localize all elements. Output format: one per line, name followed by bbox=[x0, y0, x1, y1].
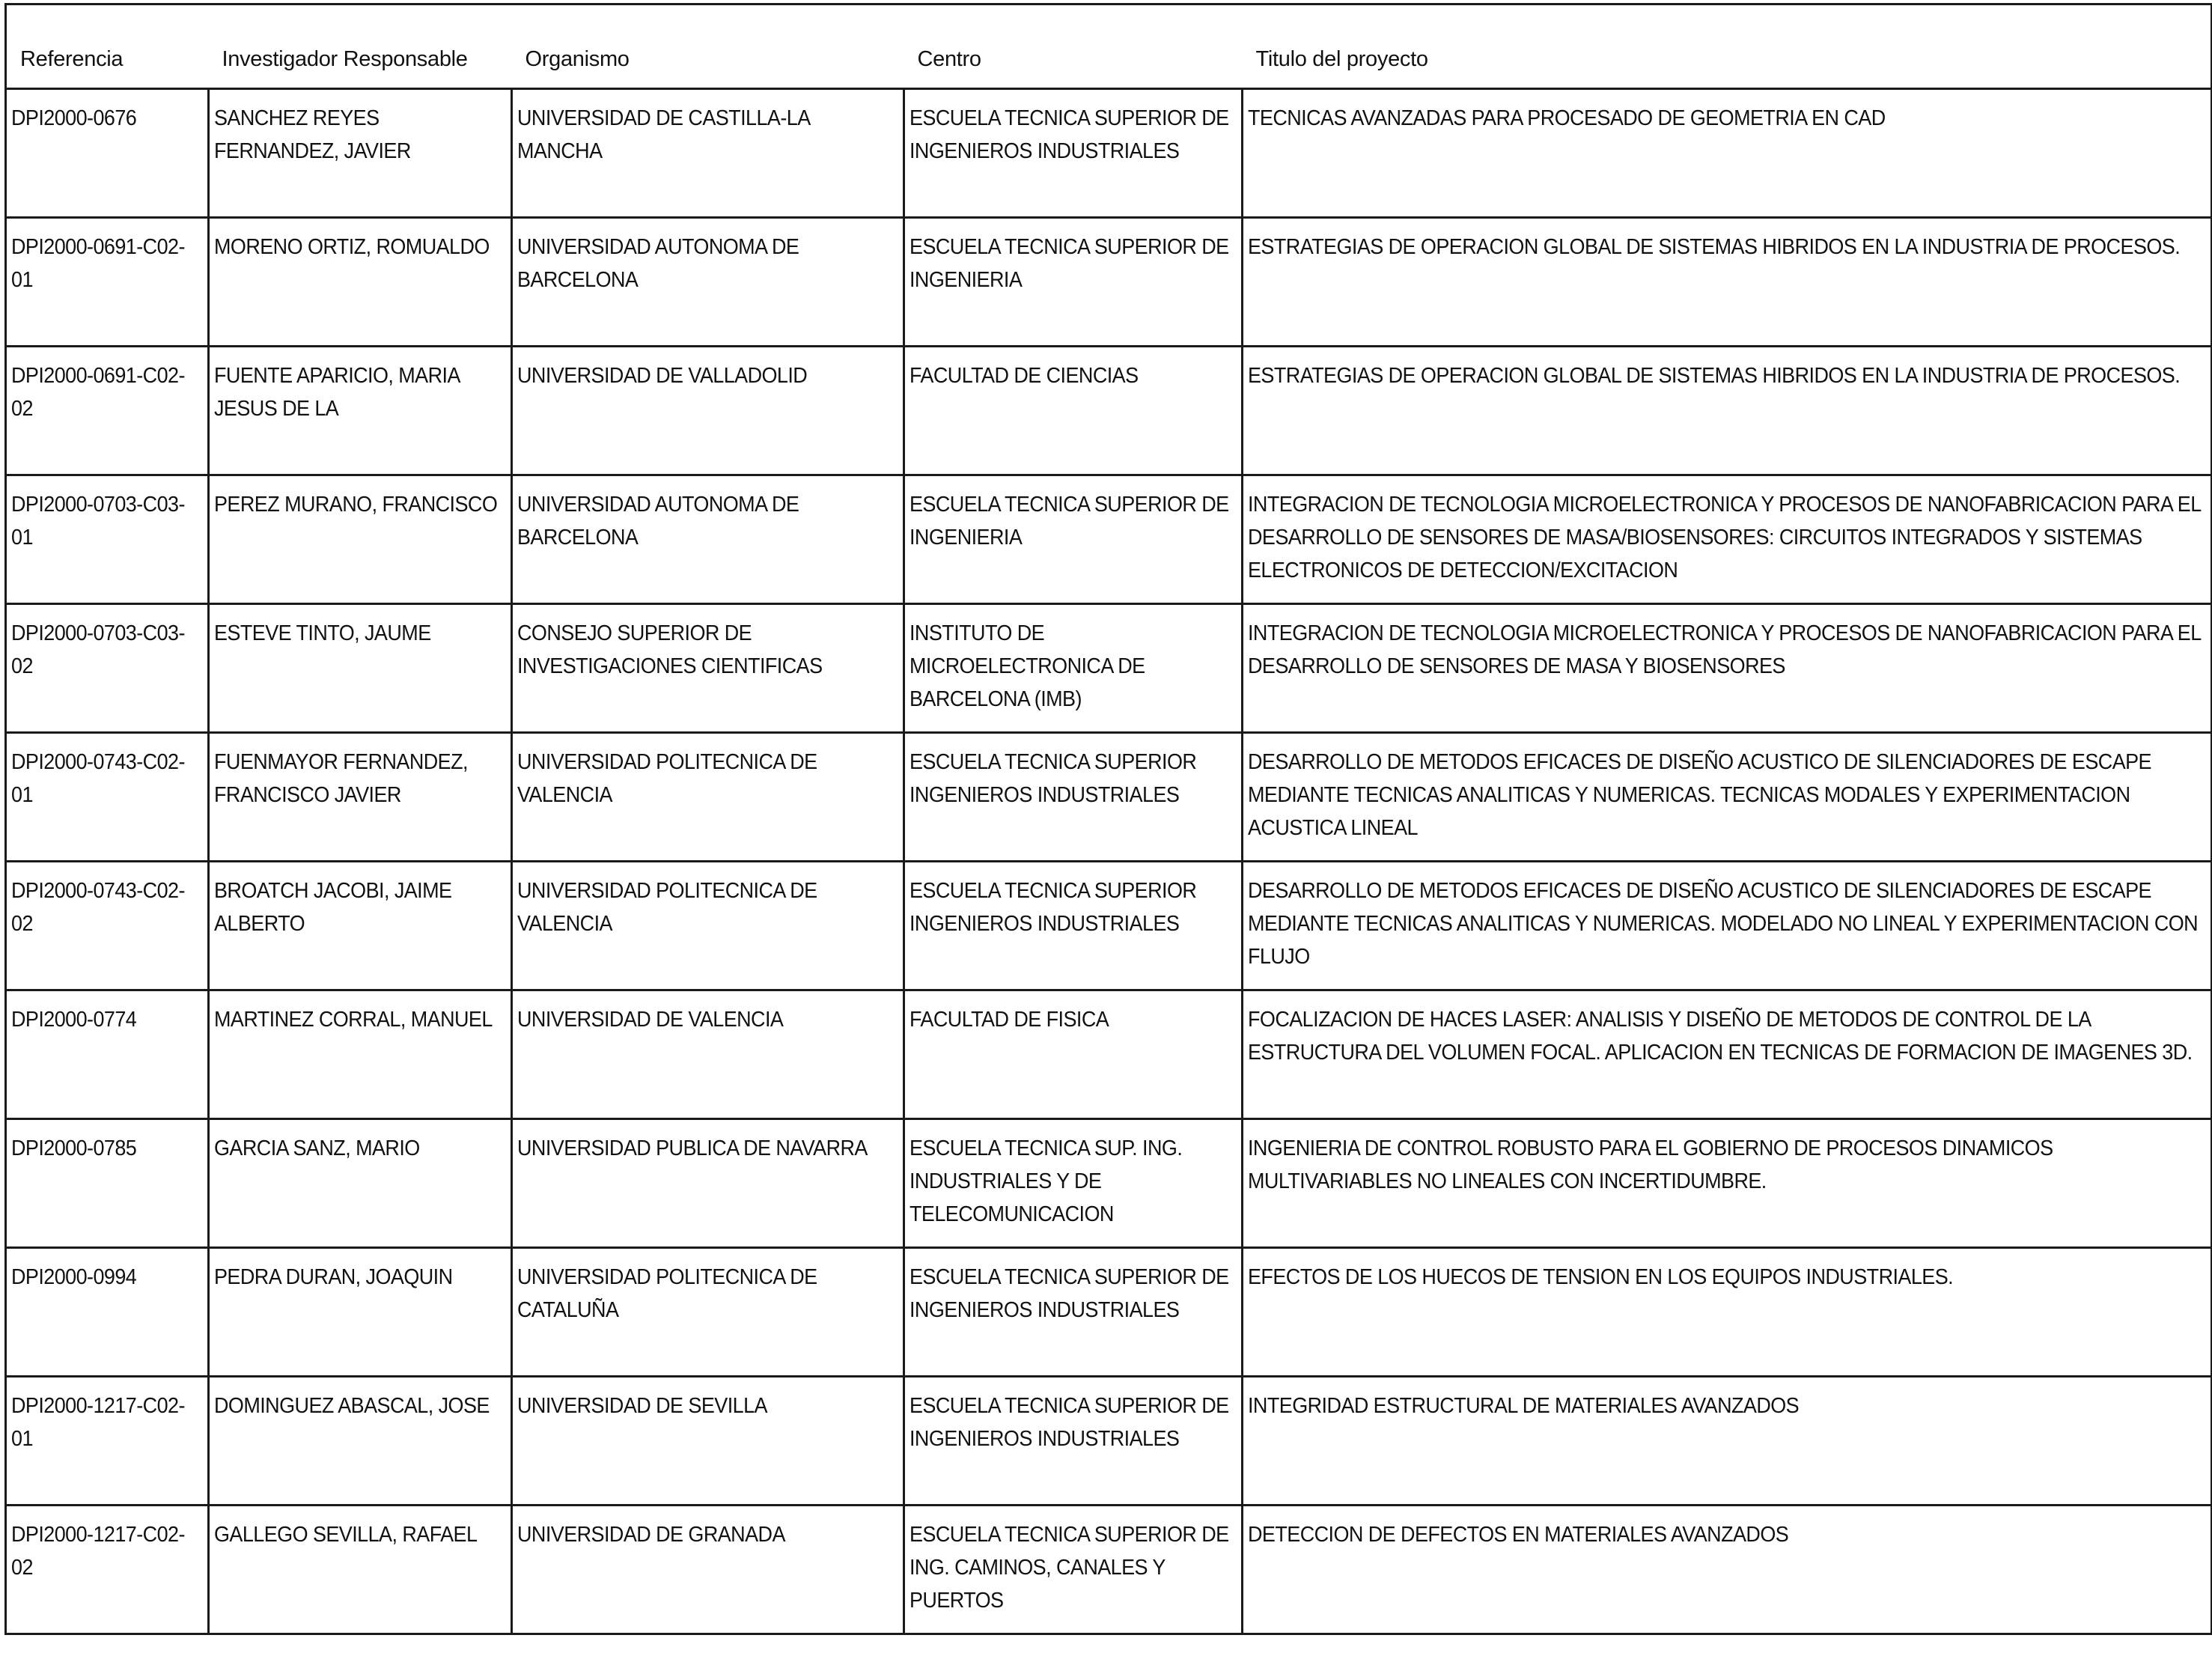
cell-investigador bbox=[209, 604, 512, 733]
cell-centro bbox=[904, 1248, 1243, 1377]
table-row bbox=[6, 89, 2212, 218]
cell-text: DPI2000-1217-C02-01 bbox=[11, 1394, 185, 1451]
cell-referencia bbox=[6, 862, 209, 990]
cell-organismo bbox=[512, 1248, 904, 1377]
cell-centro bbox=[904, 347, 1243, 475]
cell-organismo bbox=[512, 347, 904, 475]
cell-text: ESTRATEGIAS DE OPERACION GLOBAL DE SISTEMAS HIBRIDOS EN LA INDUSTRIA DE PROCESOS. bbox=[1248, 235, 2181, 259]
cell-text: DPI2000-1217-C02-02 bbox=[11, 1523, 185, 1580]
cell-investigador bbox=[209, 1248, 512, 1377]
cell-text: ESCUELA TECNICA SUPERIOR DE INGENIERIA bbox=[910, 493, 1229, 550]
cell-referencia bbox=[6, 1377, 209, 1506]
table-row bbox=[6, 1506, 2212, 1634]
cell-centro bbox=[904, 1119, 1243, 1248]
cell-text: ESCUELA TECNICA SUPERIOR DE ING. CAMINOS, CANALES Y PUERTOS bbox=[910, 1523, 1229, 1613]
cell-text: FUENMAYOR FERNANDEZ, FRANCISCO JAVIER bbox=[214, 750, 468, 807]
cell-titulo bbox=[1243, 604, 2212, 733]
cell-text: ESCUELA TECNICA SUPERIOR INGENIEROS INDUSTRIALES bbox=[910, 879, 1197, 936]
cell-organismo bbox=[512, 218, 904, 347]
cell-text: INSTITUTO DE MICROELECTRONICA DE BARCELONA (IMB) bbox=[910, 621, 1145, 711]
cell-investigador bbox=[209, 1377, 512, 1506]
cell-titulo bbox=[1243, 862, 2212, 990]
cell-investigador bbox=[209, 1119, 512, 1248]
table-row bbox=[6, 475, 2212, 604]
cell-text: DPI2000-0703-C03-01 bbox=[11, 493, 185, 550]
cell-referencia bbox=[6, 733, 209, 862]
cell-centro bbox=[904, 89, 1243, 218]
cell-organismo bbox=[512, 1119, 904, 1248]
cell-text: INGENIERIA DE CONTROL ROBUSTO PARA EL GOBIERNO DE PROCESOS DINAMICOS MULTIVARIABLES NO LINEALES CON INCERTIDUMBRE. bbox=[1248, 1136, 2053, 1193]
cell-text: UNIVERSIDAD AUTONOMA DE BARCELONA bbox=[517, 235, 799, 292]
cell-titulo bbox=[1243, 218, 2212, 347]
cell-text: DPI2000-0691-C02-01 bbox=[11, 235, 185, 292]
cell-text: EFECTOS DE LOS HUECOS DE TENSION EN LOS EQUIPOS INDUSTRIALES. bbox=[1248, 1265, 1954, 1289]
cell-text: UNIVERSIDAD DE VALLADOLID bbox=[517, 364, 808, 388]
cell-text: DPI2000-0691-C02-02 bbox=[11, 364, 185, 421]
cell-referencia bbox=[6, 218, 209, 347]
cell-text: FACULTAD DE CIENCIAS bbox=[910, 364, 1139, 388]
cell-text: ESCUELA TECNICA SUPERIOR INGENIEROS INDUSTRIALES bbox=[910, 750, 1197, 807]
table-row bbox=[6, 1377, 2212, 1506]
cell-referencia bbox=[6, 347, 209, 475]
cell-centro bbox=[904, 475, 1243, 604]
cell-text: INTEGRIDAD ESTRUCTURAL DE MATERIALES AVANZADOS bbox=[1248, 1394, 1800, 1418]
table-row bbox=[6, 1119, 2212, 1248]
header-referencia: Referencia bbox=[6, 4, 209, 89]
cell-text: DETECCION DE DEFECTOS EN MATERIALES AVANZADOS bbox=[1248, 1523, 1789, 1547]
cell-text: UNIVERSIDAD POLITECNICA DE CATALUÑA bbox=[517, 1265, 817, 1322]
cell-text: DPI2000-0743-C02-02 bbox=[11, 879, 185, 936]
cell-organismo bbox=[512, 733, 904, 862]
cell-organismo bbox=[512, 862, 904, 990]
cell-titulo bbox=[1243, 1248, 2212, 1377]
cell-text: ESCUELA TECNICA SUPERIOR DE INGENIEROS INDUSTRIALES bbox=[910, 106, 1229, 163]
cell-investigador bbox=[209, 347, 512, 475]
cell-centro bbox=[904, 990, 1243, 1119]
table-row bbox=[6, 862, 2212, 990]
cell-text: DESARROLLO DE METODOS EFICACES DE DISEÑO ACUSTICO DE SILENCIADORES DE ESCAPE MEDIANTE TECNICAS ANALITICAS Y NUMERICAS. TECNICAS MODALES Y EXPERIMENTACION ACUSTICA LINEAL bbox=[1248, 750, 2151, 840]
header-titulo: Titulo del proyecto bbox=[1243, 4, 2212, 89]
cell-organismo bbox=[512, 1506, 904, 1634]
cell-titulo bbox=[1243, 1506, 2212, 1634]
table-body bbox=[6, 89, 2212, 1634]
cell-text: UNIVERSIDAD DE VALENCIA bbox=[517, 1008, 784, 1032]
cell-investigador bbox=[209, 218, 512, 347]
cell-text: CONSEJO SUPERIOR DE INVESTIGACIONES CIENTIFICAS bbox=[517, 621, 823, 678]
cell-text: INTEGRACION DE TECNOLOGIA MICROELECTRONICA Y PROCESOS DE NANOFABRICACION PARA EL DESARROLLO DE SENSORES DE MASA Y BIOSENSORES bbox=[1248, 621, 2201, 678]
cell-centro bbox=[904, 862, 1243, 990]
cell-text: DOMINGUEZ ABASCAL, JOSE bbox=[214, 1394, 490, 1418]
table-row bbox=[6, 347, 2212, 475]
table-row bbox=[6, 990, 2212, 1119]
table-row bbox=[6, 733, 2212, 862]
cell-text: GARCIA SANZ, MARIO bbox=[214, 1136, 420, 1160]
cell-investigador bbox=[209, 862, 512, 990]
cell-text: MARTINEZ CORRAL, MANUEL bbox=[214, 1008, 493, 1032]
cell-text: UNIVERSIDAD DE SEVILLA bbox=[517, 1394, 767, 1418]
table-row bbox=[6, 1248, 2212, 1377]
cell-organismo bbox=[512, 604, 904, 733]
cell-centro bbox=[904, 604, 1243, 733]
cell-referencia bbox=[6, 604, 209, 733]
cell-text: ESCUELA TECNICA SUPERIOR DE INGENIERIA bbox=[910, 235, 1229, 292]
cell-investigador bbox=[209, 475, 512, 604]
cell-titulo bbox=[1243, 1119, 2212, 1248]
header-centro: Centro bbox=[904, 4, 1243, 89]
cell-titulo bbox=[1243, 990, 2212, 1119]
cell-text: UNIVERSIDAD AUTONOMA DE BARCELONA bbox=[517, 493, 799, 550]
cell-text: BROATCH JACOBI, JAIME ALBERTO bbox=[214, 879, 452, 936]
cell-titulo bbox=[1243, 1377, 2212, 1506]
cell-referencia bbox=[6, 475, 209, 604]
cell-centro bbox=[904, 1506, 1243, 1634]
cell-text: INTEGRACION DE TECNOLOGIA MICROELECTRONICA Y PROCESOS DE NANOFABRICACION PARA EL DESARROLLO DE SENSORES DE MASA/BIOSENSORES: CIRCUITOS INTEGRADOS Y SISTEMAS ELECTRONICOS DE DETECCION/EXCITACION bbox=[1248, 493, 2201, 582]
cell-text: DPI2000-0774 bbox=[11, 1008, 137, 1032]
cell-text: UNIVERSIDAD PUBLICA DE NAVARRA bbox=[517, 1136, 868, 1160]
cell-text: DPI2000-0676 bbox=[11, 106, 137, 130]
cell-text: ESCUELA TECNICA SUP. ING. INDUSTRIALES Y DE TELECOMUNICACION bbox=[910, 1136, 1183, 1226]
cell-text: SANCHEZ REYES FERNANDEZ, JAVIER bbox=[214, 106, 411, 163]
cell-text: PEDRA DURAN, JOAQUIN bbox=[214, 1265, 453, 1289]
cell-text: DPI2000-0785 bbox=[11, 1136, 137, 1160]
projects-table bbox=[4, 3, 2212, 1635]
header-row bbox=[6, 4, 2212, 89]
cell-text: DPI2000-0994 bbox=[11, 1265, 137, 1289]
header-organismo: Organismo bbox=[512, 4, 904, 89]
cell-text: ESTEVE TINTO, JAUME bbox=[214, 621, 431, 645]
cell-text: UNIVERSIDAD DE GRANADA bbox=[517, 1523, 785, 1547]
header-investigador: Investigador Responsable bbox=[209, 4, 512, 89]
cell-referencia bbox=[6, 1119, 209, 1248]
cell-titulo bbox=[1243, 475, 2212, 604]
cell-text: GALLEGO SEVILLA, RAFAEL bbox=[214, 1523, 478, 1547]
cell-centro bbox=[904, 1377, 1243, 1506]
cell-organismo bbox=[512, 990, 904, 1119]
table-row bbox=[6, 604, 2212, 733]
cell-investigador bbox=[209, 733, 512, 862]
cell-referencia bbox=[6, 990, 209, 1119]
cell-investigador bbox=[209, 89, 512, 218]
cell-text: DPI2000-0703-C03-02 bbox=[11, 621, 185, 678]
cell-organismo bbox=[512, 89, 904, 218]
cell-text: TECNICAS AVANZADAS PARA PROCESADO DE GEOMETRIA EN CAD bbox=[1248, 106, 1886, 130]
cell-text: FOCALIZACION DE HACES LASER: ANALISIS Y DISEÑO DE METODOS DE CONTROL DE LA ESTRUCTURA DEL VOLUMEN FOCAL. APLICACION EN TECNICAS DE FORMACION DE IMAGENES 3D. bbox=[1248, 1008, 2193, 1065]
cell-text: UNIVERSIDAD POLITECNICA DE VALENCIA bbox=[517, 879, 817, 936]
cell-organismo bbox=[512, 475, 904, 604]
cell-text: FACULTAD DE FISICA bbox=[910, 1008, 1109, 1032]
cell-text: FUENTE APARICIO, MARIA JESUS DE LA bbox=[214, 364, 460, 421]
cell-referencia bbox=[6, 89, 209, 218]
cell-text: UNIVERSIDAD POLITECNICA DE VALENCIA bbox=[517, 750, 817, 807]
cell-text: ESCUELA TECNICA SUPERIOR DE INGENIEROS INDUSTRIALES bbox=[910, 1394, 1229, 1451]
cell-text: MORENO ORTIZ, ROMUALDO bbox=[214, 235, 490, 259]
cell-text: ESCUELA TECNICA SUPERIOR DE INGENIEROS INDUSTRIALES bbox=[910, 1265, 1229, 1322]
cell-text: ESTRATEGIAS DE OPERACION GLOBAL DE SISTEMAS HIBRIDOS EN LA INDUSTRIA DE PROCESOS. bbox=[1248, 364, 2181, 388]
cell-centro bbox=[904, 218, 1243, 347]
cell-text: UNIVERSIDAD DE CASTILLA-LA MANCHA bbox=[517, 106, 810, 163]
cell-titulo bbox=[1243, 347, 2212, 475]
cell-text: DPI2000-0743-C02-01 bbox=[11, 750, 185, 807]
cell-investigador bbox=[209, 990, 512, 1119]
cell-investigador bbox=[209, 1506, 512, 1634]
table-row bbox=[6, 218, 2212, 347]
cell-centro bbox=[904, 733, 1243, 862]
cell-titulo bbox=[1243, 89, 2212, 218]
cell-referencia bbox=[6, 1506, 209, 1634]
cell-text: DESARROLLO DE METODOS EFICACES DE DISEÑO ACUSTICO DE SILENCIADORES DE ESCAPE MEDIANTE TECNICAS ANALITICAS Y NUMERICAS. MODELADO NO LINEAL Y EXPERIMENTACION CON FLUJO bbox=[1248, 879, 2199, 969]
cell-titulo bbox=[1243, 733, 2212, 862]
cell-organismo bbox=[512, 1377, 904, 1506]
cell-referencia bbox=[6, 1248, 209, 1377]
cell-text: PEREZ MURANO, FRANCISCO bbox=[214, 493, 498, 517]
